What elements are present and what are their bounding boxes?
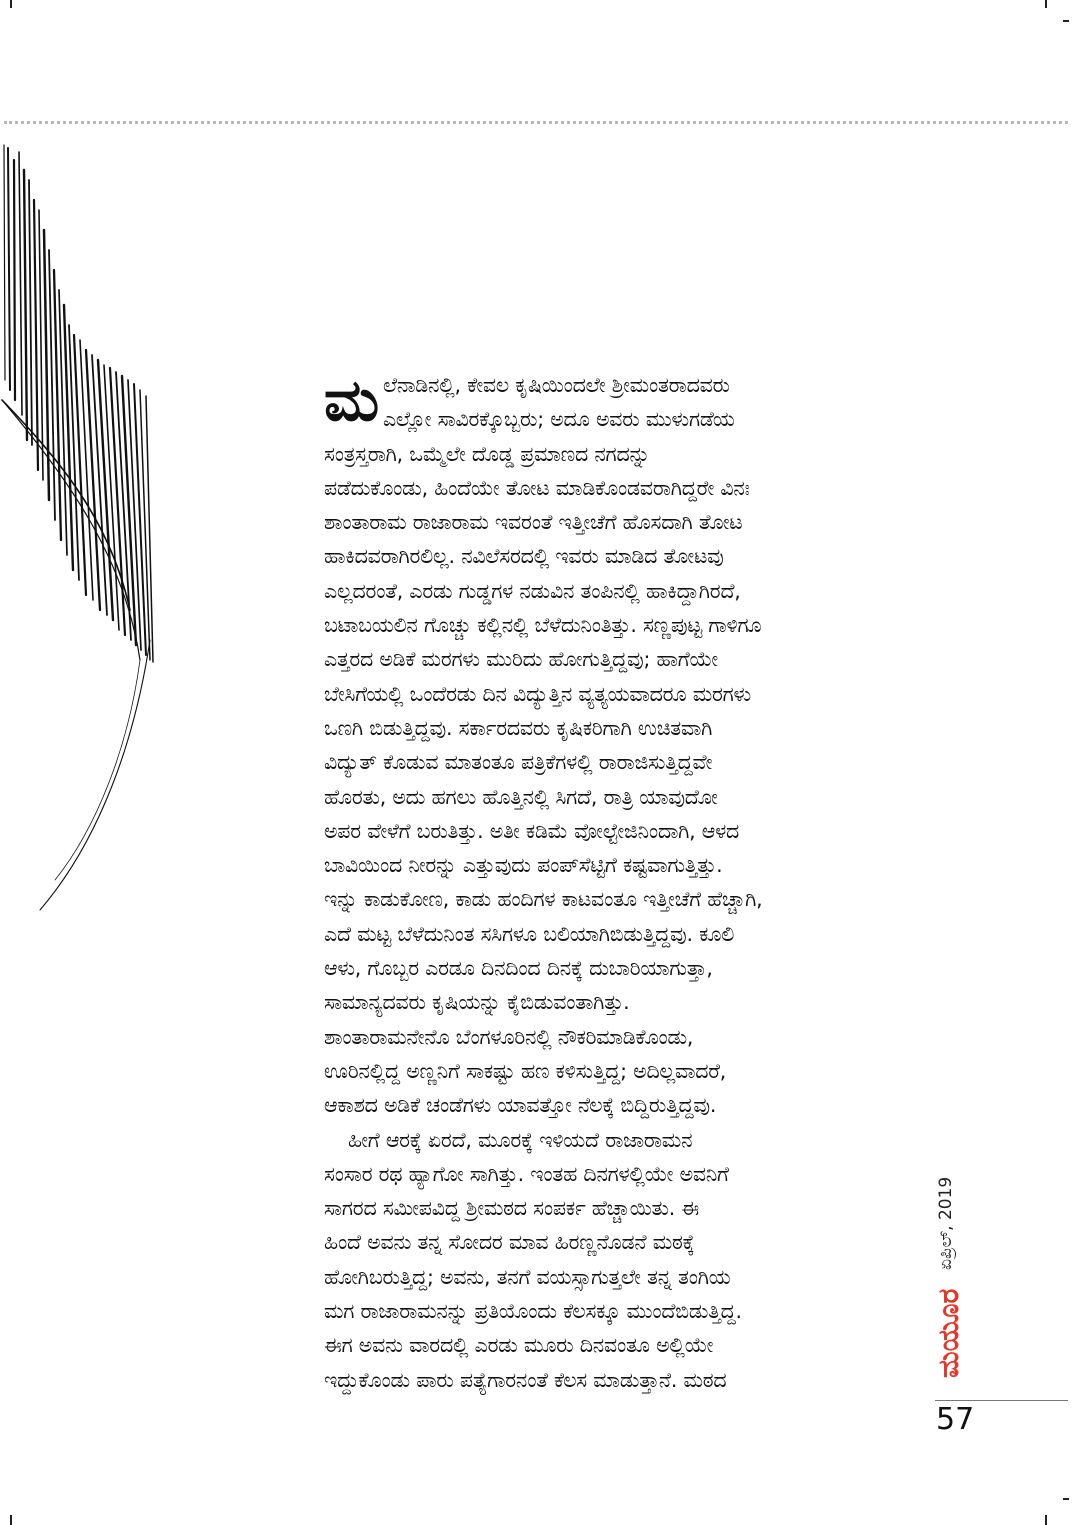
crop-mark-bottom-right (1045, 1515, 1047, 1525)
crop-mark-right-upper (1063, 20, 1069, 22)
article-line: ಆಳು, ಗೊಬ್ಬರ ಎರಡೂ ದಿನದಿಂದ ದಿನಕ್ಕೆ ದುಬಾರಿಯಾಗುತ್ತಾ, (324, 956, 713, 981)
article-line: ಸಂಸಾರ ರಥ ಹ್ಯಾಗೋ ಸಾಗಿತ್ತು. ಇಂತಹ ದಿನಗಳಲ್ಲಿಯೇ ಅವನಿಗೆ (324, 1161, 729, 1186)
crop-mark-top-right (1045, 0, 1047, 8)
page-number: 57 (936, 1402, 975, 1437)
drop-cap: ಮ (324, 366, 379, 434)
article-line: ಸಾಗರದ ಸಮೀಪವಿದ್ದ ಶ್ರೀಮಠದ ಸಂಪರ್ಕ ಹೆಚ್ಚಾಯಿತು. ಈ (324, 1196, 699, 1221)
magazine-brand: ಮಯೂರ (932, 1288, 965, 1378)
article-line: ಎಲ್ಲೋ ಸಾವಿರಕ್ಕೊಬ್ಬರು; ಅದೂ ಅವರು ಮುಳುಗಡೆಯ (382, 407, 735, 432)
article-line: ಅಪರ ವೇಳೆಗೆ ಬರುತಿತ್ತು. ಅತೀ ಕಡಿಮೆ ವೋಲ್ಟೇಜಿನಿಂದಾಗಿ, ಆಳದ (324, 818, 740, 843)
article-line: ಊರಿನಲ್ಲಿದ್ದ ಅಣ್ಣನಿಗೆ ಸಾಕಷ್ಟು ಹಣ ಕಳಿಸುತ್ತಿದ್ದ; ಅದಿಲ್ಲವಾದರೆ, (324, 1058, 727, 1083)
crop-mark-bottom-left (10, 1515, 12, 1525)
article-line: ಈಗ ಅವನು ವಾರದಲ್ಲಿ ಎರಡು ಮೂರು ದಿನವಂತೂ ಅಲ್ಲಿಯೇ (324, 1333, 714, 1358)
article-line: ಶಾಂತಾರಾಮ ರಾಜಾರಾಮ ಇವರಂತೆ ಇತ್ತೀಚೆಗೆ ಹೊಸದಾಗಿ ತೋಟ (324, 510, 743, 535)
header-dotted-rule (4, 121, 1068, 124)
issue-date: ಏಪ್ರಿಲ್, 2019 (936, 1176, 956, 1270)
article-line: ಹೊರತು, ಅದು ಹಗಲು ಹೊತ್ತಿನಲ್ಲಿ ಸಿಗದೆ, ರಾತ್ರಿ ಯಾವುದೋ (324, 784, 718, 809)
article-line: ಮಗ ರಾಜಾರಾಮನನ್ನು ಪ್ರತಿಯೊಂದು ಕೆಲಸಕ್ಕೂ ಮುಂದೆಬಿಡುತ್ತಿದ್ದ. (324, 1299, 742, 1324)
article-line: ಸಾಮಾನ್ಯದವರು ಕೃಷಿಯನ್ನು ಕೈಬಿಡುವಂತಾಗಿತ್ತು. (324, 990, 630, 1015)
article-line: ಬೇಸಿಗೆಯಲ್ಲಿ ಒಂದೆರಡು ದಿನ ವಿದ್ಯುತ್ತಿನ ವ್ಯತ್ಯಯವಾದರೂ ಮರಗಳು (324, 681, 751, 706)
article-line: ಪಡೆದುಕೊಂಡು, ಹಿಂದೆಯೇ ತೋಟ ಮಾಡಿಕೊಂಡವರಾಗಿದ್ದರೇ ವಿನಃ (324, 475, 750, 500)
footer-rule (935, 1400, 1068, 1401)
article-line: ಹೋಗಿಬರುತ್ತಿದ್ದ; ಅವನು, ತನಗೆ ವಯಸ್ಸಾಗುತ್ತಲೇ ತನ್ನ ತಂಗಿಯ (324, 1264, 731, 1289)
article-line: ಎದೆ ಮಟ್ಟ ಬೆಳೆದುನಿಂತ ಸಸಿಗಳೂ ಬಲಿಯಾಗಿಬಿಡುತ್ತಿದ್ದವು. ಕೂಲಿ (324, 921, 735, 946)
article-line: ಇನ್ನು ಕಾಡುಕೋಣ, ಕಾಡು ಹಂದಿಗಳ ಕಾಟವಂತೂ ಇತ್ತೀಚೆಗೆ ಹೆಚ್ಚಾಗಿ, (324, 887, 763, 912)
feather-illustration (0, 140, 170, 920)
article-line: ಎತ್ತರದ ಅಡಿಕೆ ಮರಗಳು ಮುರಿದು ಹೋಗುತ್ತಿದ್ದವು; ಹಾಗೆಯೇ (324, 647, 718, 672)
side-meta (928, 1110, 968, 1410)
article-line: ಶಾಂತಾರಾಮನೇನೊ ಬೆಂಗಳೂರಿನಲ್ಲಿ ನೌಕರಿಮಾಡಿಕೊಂಡು, (324, 1024, 694, 1049)
article-line: ಹಾಕಿದವರಾಗಿರಲಿಲ್ಲ. ನವಿಲೆಸರದಲ್ಲಿ ಇವರು ಮಾಡಿದ ತೋಟವು (324, 544, 724, 569)
crop-mark-top-left (10, 0, 12, 8)
article-line: ಇದ್ದುಕೊಂಡು ಪಾರು ಪತ್ಯೆಗಾರನಂತೆ ಕೆಲಸ ಮಾಡುತ್ತಾನೆ. ಮಠದ (324, 1367, 727, 1392)
article-body (324, 368, 904, 1397)
article-line: ಹಿಂದೆ ಅವನು ತನ್ನ ಸೋದರ ಮಾವ ಹಿರಣ್ಣನೊಡನೆ ಮಠಕ್ಕೆ (324, 1230, 695, 1255)
article-line: ಹೀಗೆ ಆರಕ್ಕೆ ಏರದೆ, ಮೂರಕ್ಕೆ ಇಳಿಯದೆ ರಾಜಾರಾಮನ (348, 1127, 693, 1152)
article-line: ವಿದ್ಯುತ್ ಕೊಡುವ ಮಾತಂತೂ ಪತ್ರಿಕೆಗಳಲ್ಲಿ ರಾರಾಜಿಸುತ್ತಿದ್ದವೇ (324, 750, 713, 775)
article-line: ಲೆನಾಡಿನಲ್ಲಿ, ಕೇವಲ ಕೃಷಿಯಿಂದಲೇ ಶ್ರೀಮಂತರಾದವರು (382, 373, 730, 397)
article-line: ಸಂತ್ರಸ್ತರಾಗಿ, ಒಮ್ಮೆಲೇ ದೊಡ್ಡ ಪ್ರಮಾಣದ ನಗದನ್ನು (324, 441, 650, 466)
article-line: ಒಣಗಿ ಬಿಡುತ್ತಿದ್ದವು. ಸರ್ಕಾರದವರು ಕೃಷಿಕರಿಗಾಗಿ ಉಚಿತವಾಗಿ (324, 715, 713, 740)
crop-mark-right-lower (1063, 1498, 1069, 1500)
article-line: ಬಟಾಬಯಲಿನ ಗೊಚ್ಚು ಕಲ್ಲಿನಲ್ಲಿ ಬೆಳೆದುನಿಂತಿತ್ತು. ಸಣ್ಣಪುಟ್ಟ ಗಾಳಿಗೂ (324, 613, 762, 638)
article-line: ಬಾವಿಯಿಂದ ನೀರನ್ನು ಎತ್ತುವುದು ಪಂಪ್‌ಸೆಟ್ಟಿಗೆ ಕಷ್ಟವಾಗುತ್ತಿತ್ತು. (324, 853, 723, 878)
article-line: ಎಲ್ಲದರಂತೆ, ಎರಡು ಗುಡ್ಡಗಳ ನಡುವಿನ ತಂಪಿನಲ್ಲಿ ಹಾಕಿದ್ದಾಗಿರದೆ, (324, 578, 741, 603)
article-line: ಆಕಾಶದ ಅಡಿಕೆ ಚಂಡೆಗಳು ಯಾವತ್ತೋ ನೆಲಕ್ಕೆ ಬಿದ್ದಿರುತ್ತಿದ್ದವು. (324, 1093, 717, 1118)
